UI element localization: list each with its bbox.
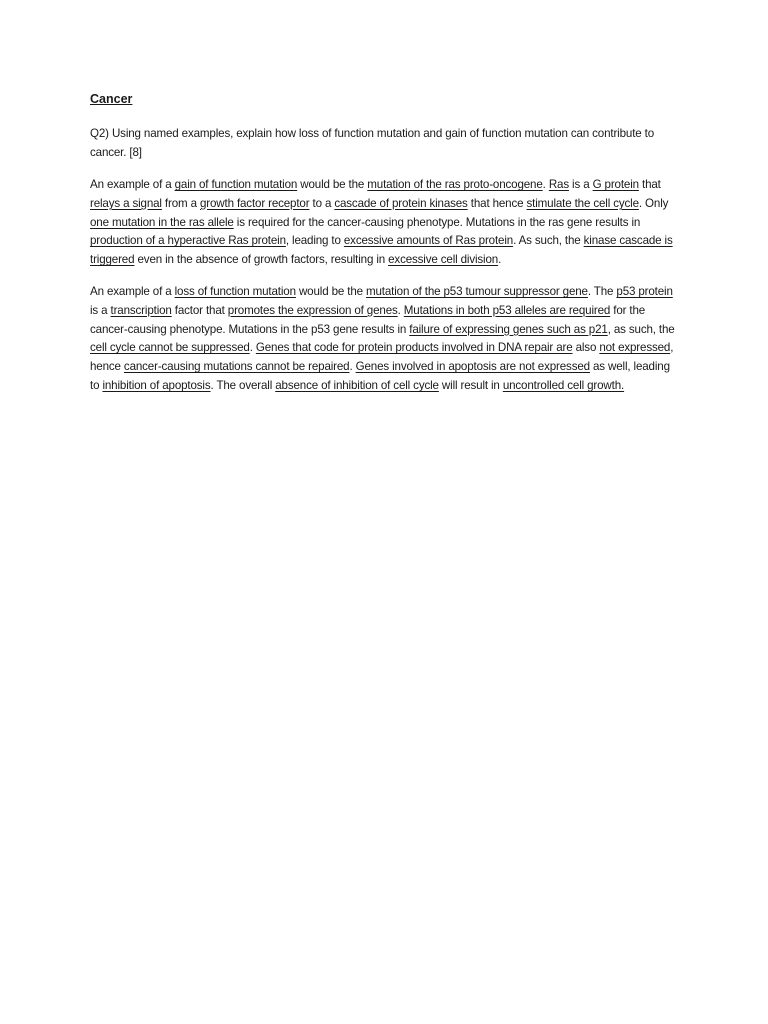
underlined-phrase: cascade of protein kinases	[334, 196, 468, 210]
text-run: .	[349, 360, 356, 374]
text-run: . As such, the	[513, 234, 584, 248]
question-text: Q2) Using named examples, explain how loss of function mutation and gain of function mutation can contribute to cancer. [8]	[90, 127, 655, 159]
text-run: that hence	[467, 196, 527, 210]
underlined-phrase: loss of function mutation	[174, 284, 296, 298]
underlined-phrase: p53 protein	[616, 284, 673, 298]
text-run: also	[572, 341, 600, 355]
underlined-phrase: Ras	[548, 178, 569, 191]
text-run: would be the	[295, 284, 366, 298]
underlined-phrase: production of a hyperactive Ras protein	[90, 234, 286, 248]
underlined-phrase: gain of function mutation	[174, 178, 298, 191]
underlined-phrase: relays a signal	[90, 196, 162, 210]
text-run: from a	[161, 196, 200, 210]
underlined-phrase: excessive amounts of Ras protein	[343, 234, 514, 248]
underlined-phrase: uncontrolled cell growth.	[502, 378, 625, 392]
underlined-phrase: excessive cell division	[388, 253, 499, 267]
text-run: . The overall	[210, 378, 276, 392]
underlined-phrase: mutation of the ras proto-oncogene	[367, 178, 543, 191]
underlined-phrase: stimulate the cell cycle	[526, 196, 639, 210]
underlined-phrase: promotes the expression of genes	[227, 303, 398, 317]
underlined-phrase: kinase cascade is triggered	[90, 234, 673, 267]
underlined-phrase: Mutations in both p53 alleles are required	[403, 303, 611, 317]
underlined-phrase: cell cycle cannot be suppressed	[90, 341, 250, 355]
text-run: . Only	[638, 196, 669, 210]
underlined-phrase: failure of expressing genes such as p21	[409, 322, 608, 336]
paragraph-gain-of-function	[90, 176, 682, 270]
text-run: . The	[587, 284, 617, 298]
text-run: to a	[309, 196, 335, 210]
underlined-phrase: mutation of the p53 tumour suppressor gene	[365, 284, 588, 298]
text-run: .	[249, 341, 256, 355]
text-run: , leading to	[285, 234, 344, 248]
text-run: is a	[568, 178, 593, 191]
underlined-phrase: absence of inhibition of cell cycle	[275, 378, 439, 392]
text-run: .	[542, 178, 549, 191]
text-run: as well, leading to	[90, 360, 670, 392]
underlined-phrase: growth factor receptor	[199, 196, 310, 210]
document-title: Cancer	[90, 92, 133, 106]
text-run: is required for the cancer-causing phenotype. Mutations in the ras gene results in	[233, 215, 641, 229]
document-page	[90, 90, 682, 409]
paragraph-loss-of-function	[90, 283, 682, 396]
underlined-phrase: cancer-causing mutations cannot be repaired	[123, 360, 350, 374]
text-run: An example of a	[90, 178, 175, 191]
underlined-phrase: not expressed	[599, 341, 671, 355]
text-run: for the cancer-causing phenotype. Mutations in the p53 gene results in	[90, 303, 646, 336]
text-run: .	[397, 303, 404, 317]
text-run: factor that	[171, 303, 228, 317]
underlined-phrase: one mutation in the ras allele	[90, 215, 234, 229]
text-run: .	[498, 253, 502, 267]
underlined-phrase: transcription	[110, 303, 172, 317]
underlined-phrase: Genes that code for protein products involved in DNA repair are	[255, 341, 573, 355]
text-run: An example of a	[90, 284, 175, 298]
text-run: even in the absence of growth factors, resulting in	[134, 253, 389, 267]
text-run: would be the	[297, 178, 368, 191]
text-run: , hence	[90, 341, 674, 374]
text-run: , as such, the	[607, 322, 675, 336]
text-run: will result in	[438, 378, 503, 392]
underlined-phrase: G protein	[592, 178, 639, 191]
underlined-phrase: inhibition of apoptosis	[102, 378, 211, 392]
text-run: is a	[90, 303, 111, 317]
text-run: that	[638, 178, 661, 191]
underlined-phrase: Genes involved in apoptosis are not expressed	[355, 360, 590, 374]
